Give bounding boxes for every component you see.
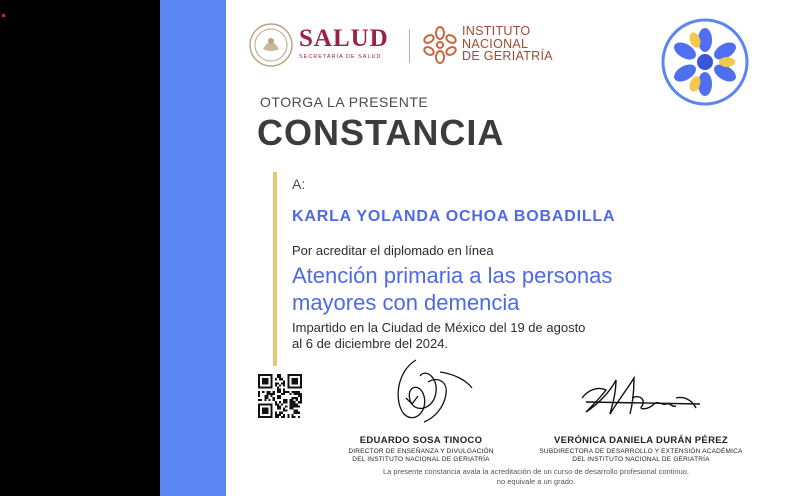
red-dot	[2, 14, 5, 17]
geriatria-wordmark: INSTITUTO NACIONAL DE GERIATRÍA	[462, 24, 553, 63]
signer-role: SUBDIRECTORA DE DESARROLLO Y EXTENSIÓN ACADÉMICA DEL INSTITUTO NACIONAL DE GERIATRÍA	[539, 448, 743, 463]
salud-wordmark: SALUD	[299, 25, 389, 52]
footer-note: La presente constancia avala la acreditación de un curso de desarrollo profesional continuo, no equivale a un grado.	[382, 467, 690, 486]
reason-text: Por acreditar el diplomado en línea	[292, 243, 494, 258]
recipient-name: KARLA YOLANDA OCHOA BOBADILLA	[292, 208, 616, 225]
salud-subtitle: SECRETARÍA DE SALUD	[299, 54, 382, 60]
signer-name: EDUARDO SOSA TINOCO	[359, 435, 483, 446]
certificate-title: CONSTANCIA	[257, 112, 505, 153]
signer-block-1	[321, 435, 521, 463]
blue-side-band	[160, 0, 226, 496]
course-title: Atención primaria a las personas mayores con demencia	[292, 263, 613, 315]
flower-badge-icon	[661, 18, 749, 106]
signer-name: VERÓNICA DANIELA DURÁN PÉREZ	[554, 435, 728, 446]
preamble-text: OTORGA LA PRESENTE	[260, 94, 429, 110]
to-label: A:	[292, 176, 306, 192]
geriatria-logo-icon	[422, 25, 458, 65]
signer-block-2	[531, 435, 751, 463]
left-black-margin	[0, 0, 160, 496]
gold-accent-bar	[273, 172, 277, 366]
mexico-seal-icon	[248, 22, 294, 68]
logo-divider	[409, 29, 410, 63]
certificate-page	[226, 0, 799, 496]
qr-code	[258, 374, 302, 418]
signature-2	[576, 368, 706, 424]
imparted-text: Impartido en la Ciudad de México del 19 de agosto al 6 de diciembre del 2024.	[292, 320, 586, 351]
signature-1	[376, 352, 486, 430]
signer-role: DIRECTOR DE ENSEÑANZA Y DIVULGACIÓN DEL INSTITUTO NACIONAL DE GERIATRÍA	[348, 448, 494, 463]
